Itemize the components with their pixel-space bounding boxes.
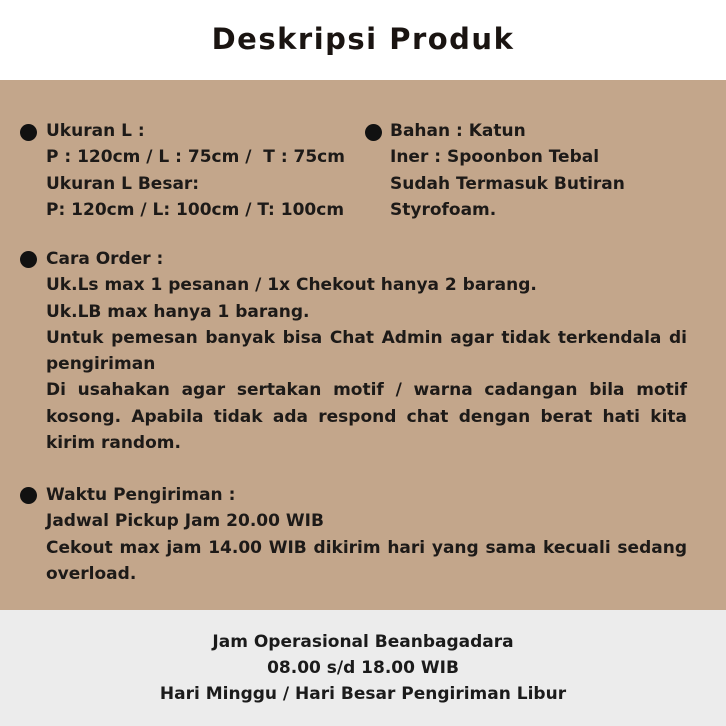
footer-holiday-note: Hari Minggu / Hari Besar Pengiriman Libur [159, 684, 567, 704]
shipping-pickup: Jadwal Pickup Jam 20.00 WIB [46, 511, 324, 532]
shipping-cutoff: Cekout max jam 14.00 WIB dikirim hari yang sama kecuali sedang overload. [46, 537, 687, 584]
size-l-label: Ukuran L : [46, 121, 145, 141]
material-iner: Iner : Spoonbon Tebal [390, 147, 600, 168]
footer-hours: 08.00 s/d 18.00 WIB [267, 658, 459, 678]
order-heading: Cara Order : [46, 249, 164, 269]
bullet-icon [365, 124, 382, 141]
size-info [46, 118, 366, 223]
page-title: Deskripsi Produk [211, 22, 515, 56]
material-bahan: Bahan : Katun [390, 121, 526, 141]
shipping-info [46, 482, 687, 587]
size-l-dims: P : 120cm / L : 75cm / T : 75cm [46, 147, 345, 168]
order-para2: Di usahakan agar sertakan motif / warna cadangan bila motif kosong. Apabila tidak ada respond chat dengan berat hati kita kirim random. [46, 380, 687, 454]
bullet-icon [20, 487, 37, 504]
order-info [46, 246, 687, 456]
description-panel [0, 80, 726, 610]
header [0, 0, 726, 80]
material-info [390, 118, 690, 223]
material-line3: Sudah Termasuk Butiran [390, 173, 625, 194]
order-line1: Uk.Ls max 1 pesanan / 1x Chekout hanya 2 barang. [46, 275, 537, 296]
size-lb-label: Ukuran L Besar: [46, 173, 200, 194]
material-line4: Styrofoam. [390, 199, 497, 220]
order-para1: Untuk pemesan banyak bisa Chat Admin agar tidak terkendala di pengiriman [46, 327, 687, 375]
size-lb-dims: P: 120cm / L: 100cm / T: 100cm [46, 199, 345, 220]
order-line2: Uk.LB max hanya 1 barang. [46, 301, 310, 322]
footer-hours-title: Jam Operasional Beanbagadara [212, 632, 514, 652]
bullet-icon [20, 251, 37, 268]
footer [0, 610, 726, 726]
bullet-icon [20, 124, 37, 141]
shipping-heading: Waktu Pengiriman : [46, 485, 236, 505]
